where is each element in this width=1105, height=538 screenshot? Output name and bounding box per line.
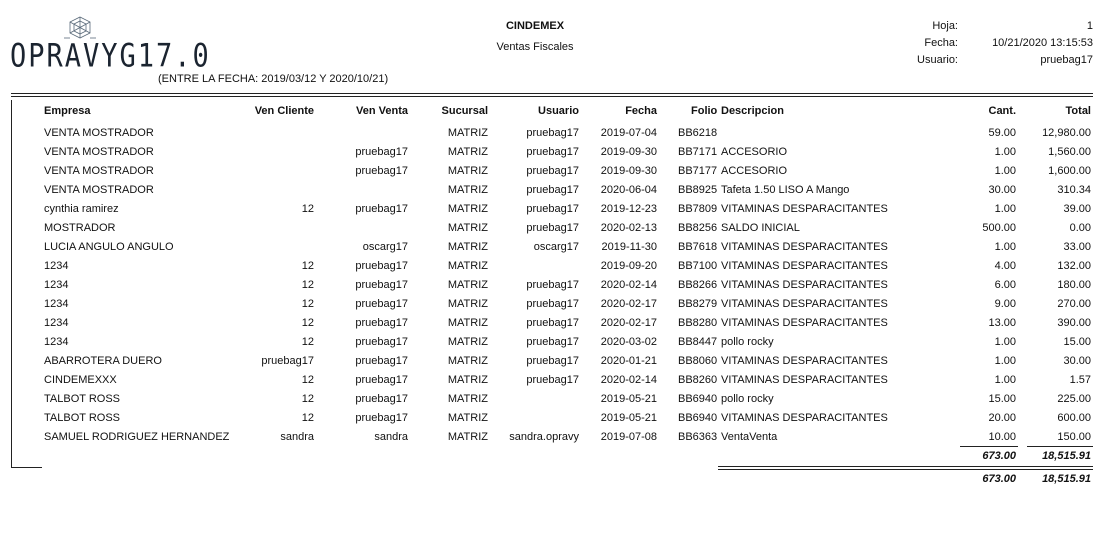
cell-cant: 15.00: [988, 393, 1016, 405]
cell-ven-venta: pruebag17: [355, 336, 408, 348]
cell-descripcion: VITAMINAS DESPARACITANTES: [721, 298, 888, 310]
cell-cant: 10.00: [988, 431, 1016, 443]
cell-empresa: VENTA MOSTRADOR: [44, 146, 154, 158]
page-value: 1: [1086, 20, 1093, 32]
cell-usuario: oscarg17: [533, 241, 579, 253]
cell-ven-venta: sandra: [374, 431, 408, 443]
cell-fecha: 2020-02-14: [600, 279, 657, 291]
cell-descripcion: VITAMINAS DESPARACITANTES: [721, 374, 888, 386]
cell-empresa: VENTA MOSTRADOR: [44, 184, 154, 196]
cell-total: 225.00: [1057, 393, 1091, 405]
report-subtitle: Ventas Fiscales: [496, 41, 574, 53]
cell-sucursal: MATRIZ: [447, 374, 488, 386]
col-folio: Folio: [691, 105, 718, 117]
cell-ven-cliente: 12: [301, 260, 314, 272]
cell-cant: 4.00: [994, 260, 1016, 272]
cell-empresa: 1234: [44, 336, 69, 348]
cell-empresa: TALBOT ROSS: [44, 393, 121, 405]
cell-fecha: 2019-07-04: [600, 127, 657, 139]
date-label: Fecha:: [924, 37, 958, 49]
cell-total: 1.57: [1069, 374, 1091, 386]
cell-cant: 1.00: [994, 355, 1016, 367]
cell-fecha: 2020-02-14: [600, 374, 657, 386]
cell-ven-venta: pruebag17: [355, 146, 408, 158]
cell-empresa: 1234: [44, 279, 69, 291]
col-usuario: Usuario: [538, 105, 579, 117]
cell-cant: 1.00: [994, 146, 1016, 158]
cell-ven-venta: pruebag17: [355, 279, 408, 291]
cell-cant: 30.00: [988, 184, 1016, 196]
cell-cant: 59.00: [988, 127, 1016, 139]
grand-total-rule-bottom: [718, 469, 1093, 470]
cell-usuario: pruebag17: [526, 222, 579, 234]
cell-usuario: pruebag17: [526, 279, 579, 291]
cell-total: 310.34: [1057, 184, 1091, 196]
header-rule-bottom: [11, 96, 1093, 97]
cell-sucursal: MATRIZ: [447, 241, 488, 253]
col-ven-venta: Ven Venta: [356, 105, 408, 117]
cell-ven-venta: pruebag17: [355, 165, 408, 177]
company-logo: [10, 16, 211, 80]
cell-folio: BB6940: [678, 412, 718, 424]
cell-ven-venta: pruebag17: [355, 412, 408, 424]
cell-sucursal: MATRIZ: [447, 298, 488, 310]
cell-ven-cliente: 12: [301, 393, 314, 405]
cell-descripcion: pollo rocky: [721, 336, 774, 348]
cell-sucursal: MATRIZ: [447, 412, 488, 424]
cell-total: 1,600.00: [1048, 165, 1091, 177]
cell-folio: BB8279: [678, 298, 718, 310]
cell-folio: BB7171: [678, 146, 718, 158]
cell-usuario: pruebag17: [526, 298, 579, 310]
cell-sucursal: MATRIZ: [447, 222, 488, 234]
cell-folio: BB8256: [678, 222, 718, 234]
cell-descripcion: VITAMINAS DESPARACITANTES: [721, 279, 888, 291]
cell-folio: BB8925: [678, 184, 718, 196]
date-range: (ENTRE LA FECHA: 2019/03/12 Y 2020/10/21): [158, 73, 389, 85]
cell-fecha: 2020-02-17: [600, 298, 657, 310]
cell-folio: BB7177: [678, 165, 718, 177]
cell-total: 33.00: [1063, 241, 1091, 253]
cell-usuario: pruebag17: [526, 317, 579, 329]
cell-fecha: 2019-09-30: [600, 146, 657, 158]
cell-sucursal: MATRIZ: [447, 184, 488, 196]
cell-fecha: 2019-09-20: [600, 260, 657, 272]
cell-total: 150.00: [1057, 431, 1091, 443]
cell-sucursal: MATRIZ: [447, 165, 488, 177]
subtotal-cant: 673.00: [982, 450, 1016, 462]
grand-total-rule-top: [718, 466, 1093, 467]
cell-sucursal: MATRIZ: [447, 127, 488, 139]
cell-cant: 6.00: [994, 279, 1016, 291]
cell-ven-venta: pruebag17: [355, 393, 408, 405]
cell-descripcion: Tafeta 1.50 LISO A Mango: [721, 184, 850, 196]
cell-empresa: LUCIA ANGULO ANGULO: [44, 241, 174, 253]
cell-ven-venta: pruebag17: [355, 317, 408, 329]
cell-descripcion: VITAMINAS DESPARACITANTES: [721, 203, 888, 215]
cell-cant: 9.00: [994, 298, 1016, 310]
cell-fecha: 2020-02-17: [600, 317, 657, 329]
cell-total: 270.00: [1057, 298, 1091, 310]
cell-cant: 1.00: [994, 241, 1016, 253]
cell-empresa: ABARROTERA DUERO: [44, 355, 162, 367]
cell-fecha: 2020-01-21: [600, 355, 657, 367]
cell-folio: BB8447: [678, 336, 718, 348]
col-sucursal: Sucursal: [441, 105, 488, 117]
cell-sucursal: MATRIZ: [447, 203, 488, 215]
cell-folio: BB7809: [678, 203, 718, 215]
cell-cant: 1.00: [994, 165, 1016, 177]
cell-ven-venta: pruebag17: [355, 374, 408, 386]
cell-ven-cliente: 12: [301, 374, 314, 386]
cell-descripcion: VITAMINAS DESPARACITANTES: [721, 412, 888, 424]
cell-empresa: MOSTRADOR: [44, 222, 116, 234]
cell-ven-cliente: pruebag17: [261, 355, 314, 367]
cell-ven-cliente: 12: [301, 298, 314, 310]
cell-total: 1,560.00: [1048, 146, 1091, 158]
cell-usuario: pruebag17: [526, 165, 579, 177]
cell-sucursal: MATRIZ: [447, 317, 488, 329]
cell-fecha: 2019-09-30: [600, 165, 657, 177]
cell-usuario: pruebag17: [526, 146, 579, 158]
cell-usuario: pruebag17: [526, 203, 579, 215]
col-fecha: Fecha: [625, 105, 657, 117]
cell-cant: 1.00: [994, 374, 1016, 386]
cell-descripcion: SALDO INICIAL: [721, 222, 800, 234]
cell-sucursal: MATRIZ: [447, 279, 488, 291]
cell-folio: BB8060: [678, 355, 718, 367]
cell-total: 15.00: [1063, 336, 1091, 348]
cell-ven-cliente: 12: [301, 203, 314, 215]
cell-folio: BB7100: [678, 260, 718, 272]
grand-total-cant: 673.00: [982, 473, 1016, 485]
cell-empresa: cynthia ramirez: [44, 203, 119, 215]
cell-descripcion: VentaVenta: [721, 431, 778, 443]
cell-folio: BB7618: [678, 241, 718, 253]
cell-total: 12,980.00: [1042, 127, 1091, 139]
cell-folio: BB8280: [678, 317, 718, 329]
cell-folio: BB8266: [678, 279, 718, 291]
user-label: Usuario:: [917, 54, 958, 66]
cell-ven-venta: pruebag17: [355, 260, 408, 272]
cell-sucursal: MATRIZ: [447, 336, 488, 348]
cell-fecha: 2019-05-21: [600, 412, 657, 424]
cell-empresa: 1234: [44, 260, 69, 272]
cell-fecha: 2019-07-08: [600, 431, 657, 443]
cell-total: 390.00: [1057, 317, 1091, 329]
cell-cant: 500.00: [982, 222, 1016, 234]
cell-descripcion: VITAMINAS DESPARACITANTES: [721, 260, 888, 272]
cell-folio: BB6940: [678, 393, 718, 405]
report-company: CINDEMEX: [505, 20, 565, 32]
date-value: 10/21/2020 13:15:53: [992, 37, 1093, 49]
cell-empresa: 1234: [44, 298, 69, 310]
cell-empresa: CINDEMEXXX: [44, 374, 117, 386]
cell-usuario: pruebag17: [526, 355, 579, 367]
subtotal-rule-total: [1027, 446, 1093, 447]
subtotal-total: 18,515.91: [1042, 450, 1091, 462]
cell-usuario: pruebag17: [526, 184, 579, 196]
cell-ven-venta: pruebag17: [355, 355, 408, 367]
cell-ven-venta: oscarg17: [362, 241, 408, 253]
cell-fecha: 2019-05-21: [600, 393, 657, 405]
cell-total: 180.00: [1057, 279, 1091, 291]
cell-sucursal: MATRIZ: [447, 431, 488, 443]
cell-ven-cliente: 12: [301, 336, 314, 348]
cell-descripcion: VITAMINAS DESPARACITANTES: [721, 241, 888, 253]
cell-empresa: SAMUEL RODRIGUEZ HERNANDEZ: [44, 431, 230, 443]
table-bracket-foot: [11, 467, 42, 468]
cell-descripcion: VITAMINAS DESPARACITANTES: [721, 355, 888, 367]
cell-empresa: TALBOT ROSS: [44, 412, 121, 424]
cell-sucursal: MATRIZ: [447, 260, 488, 272]
header-rule-top: [11, 93, 1093, 94]
cell-folio: BB8260: [678, 374, 718, 386]
cell-cant: 20.00: [988, 412, 1016, 424]
cell-ven-cliente: 12: [301, 317, 314, 329]
cell-empresa: VENTA MOSTRADOR: [44, 165, 154, 177]
cell-total: 600.00: [1057, 412, 1091, 424]
grand-total-total: 18,515.91: [1042, 473, 1091, 485]
cell-total: 132.00: [1057, 260, 1091, 272]
cell-ven-venta: pruebag17: [355, 203, 408, 215]
cell-fecha: 2019-11-30: [601, 241, 657, 253]
col-empresa: Empresa: [44, 105, 91, 117]
cell-sucursal: MATRIZ: [447, 393, 488, 405]
cell-sucursal: MATRIZ: [447, 355, 488, 367]
logo-wordmark: OPRAVYG17.0: [10, 38, 211, 75]
cell-fecha: 2020-02-13: [600, 222, 657, 234]
cell-descripcion: pollo rocky: [721, 393, 774, 405]
cell-cant: 1.00: [994, 203, 1016, 215]
cell-usuario: pruebag17: [526, 374, 579, 386]
cell-cant: 1.00: [994, 336, 1016, 348]
cell-ven-cliente: 12: [301, 279, 314, 291]
page-label: Hoja:: [932, 20, 958, 32]
user-value: pruebag17: [1040, 54, 1093, 66]
cell-usuario: sandra.opravy: [509, 431, 579, 443]
cell-cant: 13.00: [988, 317, 1016, 329]
cell-folio: BB6363: [678, 431, 718, 443]
cell-fecha: 2020-03-02: [600, 336, 657, 348]
table-bracket: [11, 100, 12, 468]
cell-descripcion: VITAMINAS DESPARACITANTES: [721, 317, 888, 329]
cell-folio: BB6218: [678, 127, 718, 139]
cell-total: 0.00: [1069, 222, 1091, 234]
cell-ven-cliente: sandra: [280, 431, 314, 443]
cell-usuario: pruebag17: [526, 127, 579, 139]
cell-sucursal: MATRIZ: [447, 146, 488, 158]
cell-fecha: 2020-06-04: [600, 184, 657, 196]
cell-empresa: 1234: [44, 317, 69, 329]
cell-total: 39.00: [1063, 203, 1091, 215]
col-cant: Cant.: [988, 105, 1016, 117]
col-descripcion: Descripcion: [721, 105, 784, 117]
cell-descripcion: ACCESORIO: [721, 165, 788, 177]
col-ven-cliente: Ven Cliente: [254, 105, 314, 117]
subtotal-rule-cant: [960, 446, 1018, 447]
col-total: Total: [1065, 105, 1091, 117]
cell-ven-cliente: 12: [301, 412, 314, 424]
cell-fecha: 2019-12-23: [600, 203, 657, 215]
cell-descripcion: ACCESORIO: [721, 146, 788, 158]
cell-total: 30.00: [1063, 355, 1091, 367]
cell-ven-venta: pruebag17: [355, 298, 408, 310]
cell-usuario: pruebag17: [526, 336, 579, 348]
cell-empresa: VENTA MOSTRADOR: [44, 127, 154, 139]
